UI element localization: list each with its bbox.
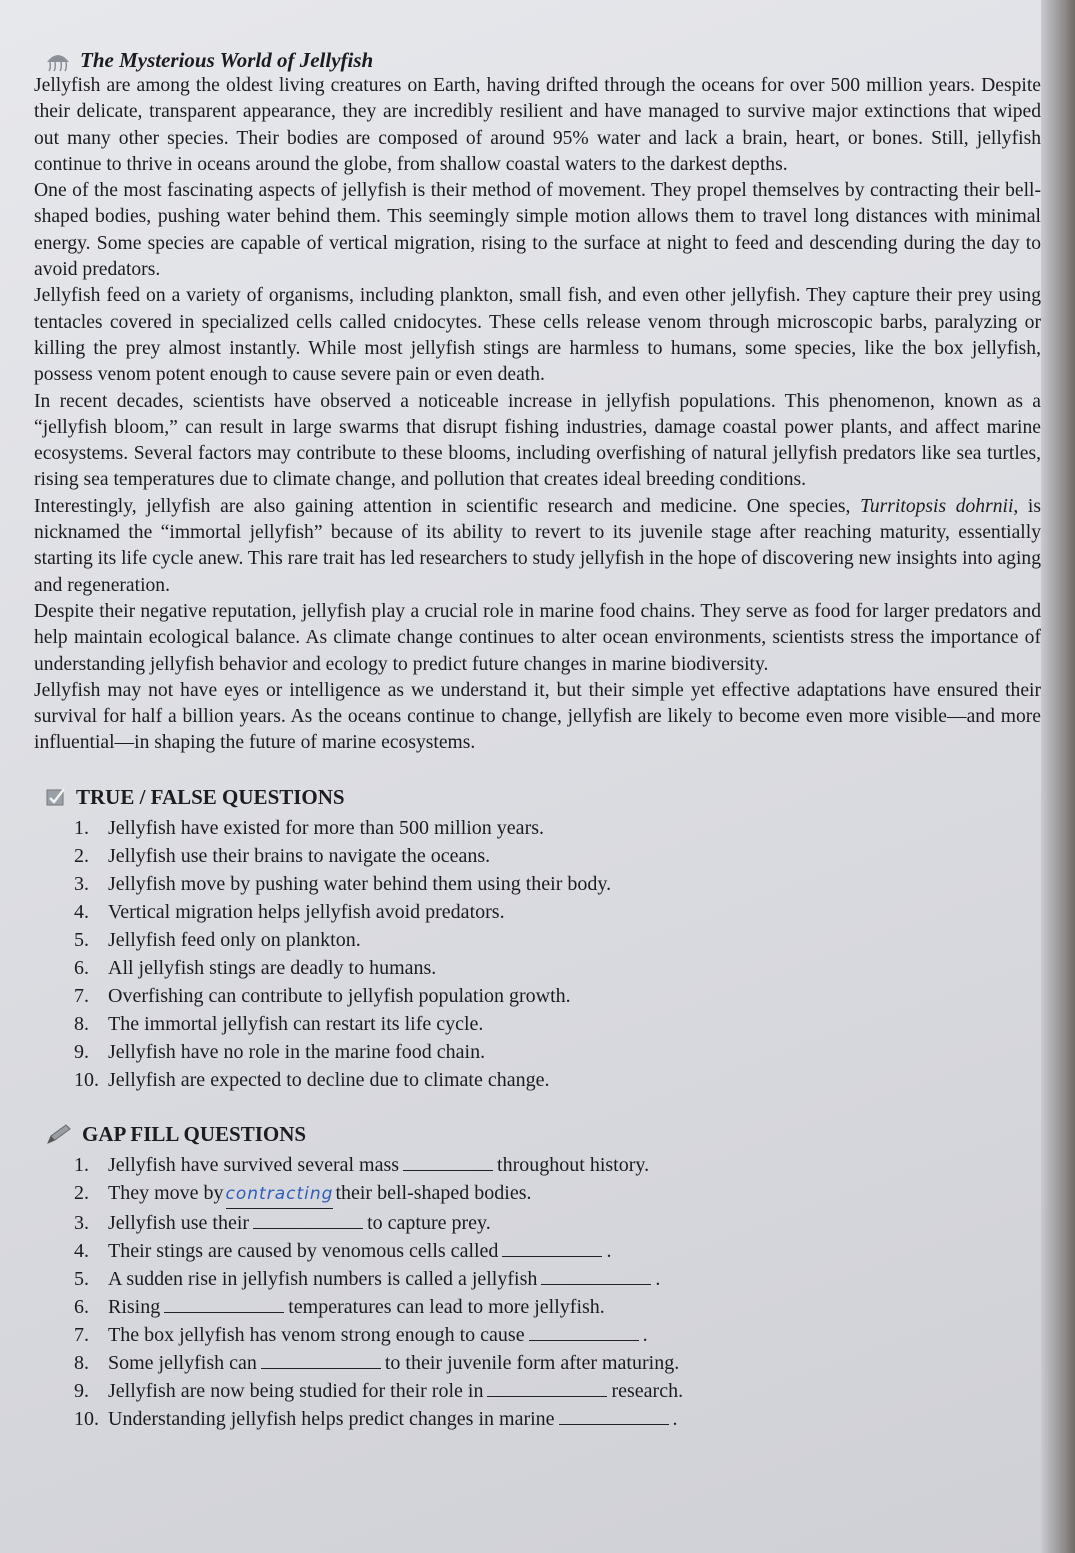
paragraph-5-end: , is nicknamed the “immortal jellyfish” because of its ability to revert to its juvenile stage after reaching maturity, essentially starting its life cycle anew. This rare trait has led researchers to study jellyfish in the hope of discovering new insights into aging and regeneration. — [34, 495, 1042, 596]
question-number: 5. — [74, 928, 89, 951]
gap-fill-item — [74, 1237, 1047, 1265]
sentence-end: throughout history. — [497, 1153, 650, 1176]
paragraph-7: Jellyfish may not have eyes or intelligence as we understand it, but their simple yet effective adaptations have ensured their survival for half a billion years. As the oceans continue to change, jellyfish are likely to become even more visible—and more influential—in shaping the future of marine ecosystems. — [34, 679, 1041, 754]
question-number: 8. — [74, 1351, 89, 1374]
gap-fill-item — [74, 1293, 1047, 1321]
sentence-start: Jellyfish have survived several mass — [108, 1153, 400, 1176]
sentence-start: Jellyfish use their — [108, 1211, 250, 1234]
sentence-end: research. — [611, 1379, 684, 1402]
gap-fill-heading-row — [46, 1122, 1047, 1147]
gap-fill-item — [74, 1349, 1047, 1377]
question-number: 1. — [74, 816, 89, 839]
question-text: Jellyfish feed only on plankton. — [108, 928, 361, 951]
paragraph-6: Despite their negative reputation, jellyfish play a crucial role in marine food chains. They serve as food for larger predators and help maintain ecological balance. As climate change continues to alter ocean environments, scientists stress the importance of understanding jellyfish behavior and ecology to predict future changes in marine biodiversity. — [34, 600, 1041, 675]
true-false-item — [74, 1010, 1047, 1038]
sentence-start: Some jellyfish can — [108, 1351, 257, 1374]
answer-blank[interactable] — [403, 1152, 493, 1171]
sentence-start: Jellyfish are now being studied for their role in — [108, 1379, 484, 1402]
gap-fill-item — [74, 1151, 1047, 1179]
question-number: 10. — [74, 1068, 99, 1091]
question-number: 8. — [74, 1012, 89, 1035]
sentence-end: to their juvenile form after maturing. — [384, 1351, 680, 1374]
sentence-end: . — [672, 1407, 678, 1430]
true-false-heading-row — [46, 785, 1047, 810]
paragraph-4: In recent decades, scientists have observed a noticeable increase in jellyfish populations. This phenomenon, known as a “jellyfish bloom,” can result in large swarms that disrupt fishing industries, damage coastal power plants, and affect marine ecosystems. Several factors may contribute to these blooms, including overfishing of natural jellyfish predators like sea turtles, rising sea temperatures due to climate change, and pollution that creates ideal breeding conditions. — [34, 390, 1041, 491]
question-number: 2. — [74, 844, 89, 867]
question-number: 1. — [74, 1153, 89, 1176]
answer-blank[interactable] — [559, 1406, 669, 1425]
gap-fill-heading: GAP FILL QUESTIONS — [82, 1121, 307, 1146]
sentence-start: Rising — [108, 1295, 161, 1318]
question-text: The immortal jellyfish can restart its life cycle. — [108, 1012, 484, 1035]
question-text: Jellyfish have existed for more than 500 million years. — [108, 816, 545, 839]
sentence-end: . — [642, 1323, 648, 1346]
sentence-start: The box jellyfish has venom strong enough to cause — [108, 1323, 525, 1346]
paper-edge-shadow — [1041, 0, 1075, 1553]
sentence-start: A sudden rise in jellyfish numbers is called a jellyfish — [108, 1267, 538, 1290]
answer-blank[interactable] — [529, 1322, 639, 1341]
answer-blank[interactable] — [541, 1266, 651, 1285]
paragraph-5-start: Interestingly, jellyfish are also gaining attention in scientific research and medicine. One species, — [34, 495, 861, 517]
true-false-item — [74, 1066, 1047, 1094]
question-text: Overfishing can contribute to jellyfish population growth. — [108, 984, 571, 1007]
answer-blank[interactable] — [253, 1210, 363, 1229]
gap-fill-item — [74, 1377, 1047, 1405]
sentence-end: . — [655, 1267, 661, 1290]
paragraph-3: Jellyfish feed on a variety of organisms, including plankton, small fish, and even other jellyfish. They capture their prey using tentacles covered in specialized cells called cnidocytes. These cells release venom through microscopic barbs, paralyzing or killing the prey almost instantly. While most jellyfish stings are harmless to humans, some species, like the box jellyfish, possess venom potent enough to cause severe pain or even death. — [34, 285, 1041, 386]
sentence-start: They move by — [108, 1181, 224, 1204]
gap-fill-item — [74, 1179, 1047, 1209]
answer-blank[interactable] — [502, 1238, 602, 1257]
question-number: 6. — [74, 956, 89, 979]
jellyfish-icon — [44, 50, 72, 72]
true-false-item — [74, 898, 1047, 926]
question-text: Vertical migration helps jellyfish avoid predators. — [108, 900, 505, 923]
handwritten-answer[interactable]: contracting — [226, 1180, 334, 1209]
true-false-item — [74, 1038, 1047, 1066]
sentence-end: to capture prey. — [367, 1211, 491, 1234]
true-false-item — [74, 954, 1047, 982]
true-false-item — [74, 814, 1047, 842]
sentence-end: temperatures can lead to more jellyfish. — [288, 1295, 605, 1318]
true-false-heading: TRUE / FALSE QUESTIONS — [76, 784, 345, 809]
reading-passage — [34, 73, 1047, 757]
question-text: Jellyfish use their brains to navigate the oceans. — [108, 844, 491, 867]
question-number: 9. — [74, 1379, 89, 1402]
paragraph-1: Jellyfish are among the oldest living creatures on Earth, having drifted through the oceans for over 500 million years. Despite their delicate, transparent appearance, they are incredibly resilient and have managed to survive major extinctions that wiped out many other species. Their bodies are composed of around 95% water and lack a brain, heart, or bones. Still, jellyfish continue to thrive in oceans around the globe, from shallow coastal waters to the darkest depths. — [34, 75, 1041, 175]
species-name: Turritopsis dohrnii — [860, 495, 1014, 517]
question-number: 4. — [74, 900, 89, 923]
title-row — [44, 48, 1047, 73]
true-false-item — [74, 982, 1047, 1010]
question-text: All jellyfish stings are deadly to humans. — [108, 956, 437, 979]
gap-fill-item — [74, 1209, 1047, 1237]
sentence-start: Their stings are caused by venomous cells called — [108, 1239, 499, 1262]
sentence-end: their bell-shaped bodies. — [335, 1181, 532, 1204]
question-number: 9. — [74, 1040, 89, 1063]
true-false-item — [74, 870, 1047, 898]
question-number: 5. — [74, 1267, 89, 1290]
paragraph-5 — [34, 494, 1047, 599]
sentence-end: . — [606, 1239, 612, 1262]
answer-blank[interactable] — [487, 1378, 607, 1397]
question-number: 7. — [74, 984, 89, 1007]
sentence-start: Understanding jellyfish helps predict changes in marine — [108, 1407, 555, 1430]
checkbox-icon — [46, 788, 66, 806]
gap-fill-item — [74, 1265, 1047, 1293]
true-false-item — [74, 926, 1047, 954]
question-number: 4. — [74, 1239, 89, 1262]
question-text: Jellyfish have no role in the marine food chain. — [108, 1040, 486, 1063]
question-text: Jellyfish move by pushing water behind them using their body. — [108, 872, 612, 895]
gap-fill-item — [74, 1405, 1047, 1433]
page-title: The Mysterious World of Jellyfish — [80, 48, 374, 72]
answer-blank[interactable] — [261, 1350, 381, 1369]
gap-fill-item — [74, 1321, 1047, 1349]
true-false-item — [74, 842, 1047, 870]
question-number: 7. — [74, 1323, 89, 1346]
gap-fill-list — [74, 1151, 1047, 1433]
paragraph-2: One of the most fascinating aspects of jellyfish is their method of movement. They propel themselves by contracting their bell-shaped bodies, pushing water behind them. This seemingly simple motion allows them to travel long distances with minimal energy. Some species are capable of vertical migration, rising to the surface at night to feed and descending during the day to avoid predators. — [34, 180, 1041, 281]
question-number: 2. — [74, 1181, 89, 1204]
answer-blank[interactable] — [164, 1294, 284, 1313]
pencil-icon — [46, 1123, 72, 1145]
true-false-list — [74, 814, 1047, 1094]
question-number: 3. — [74, 1211, 89, 1234]
question-number: 10. — [74, 1407, 99, 1430]
question-number: 6. — [74, 1295, 89, 1318]
question-text: Jellyfish are expected to decline due to climate change. — [108, 1068, 550, 1091]
question-number: 3. — [74, 872, 89, 895]
